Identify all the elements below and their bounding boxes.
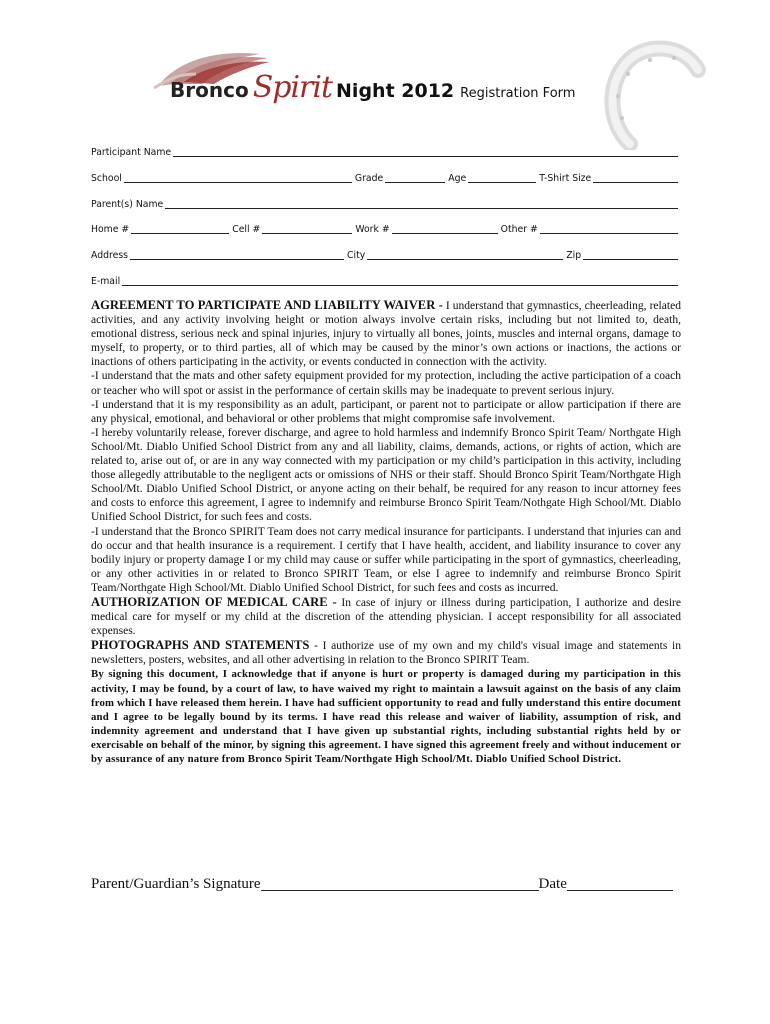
acknowledgement-paragraph: By signing this document, I acknowledge that if anyone is hurt or property is damaged during my participation in this activity, I may be found, by a court of law, to have waived my right to maintain a lawsuit against on the basis of any claim from which I have released them herein. I have had sufficient opportunity to read and fully understand this entire document and I agree to be legally bound by its terms. I have read this release and waiver of liability, assumption of risk, and indemnity agreement and understand that I have given up substantial rights, including substantial rights held by or exercisable on behalf of the minor, by signing this agreement. I have signed this agreement freely and without inducement or by assurance of any nature from Bronco Spirit Team/Northgate High School/Mt. Diablo Unified School District. (91, 668, 681, 765)
other-phone-field[interactable] (540, 224, 678, 234)
brand-bronco: Bronco (170, 78, 249, 102)
form-title (170, 70, 575, 105)
address-field[interactable] (130, 250, 344, 260)
age-label: Age (448, 172, 467, 184)
zip-field[interactable] (583, 250, 678, 260)
grade-field[interactable] (385, 173, 445, 183)
parents-name-label: Parent(s) Name (91, 198, 164, 210)
cell-phone-field[interactable] (262, 224, 352, 234)
signature-row (91, 876, 691, 893)
home-phone-field[interactable] (131, 224, 229, 234)
medical-care-heading: AUTHORIZATION OF MEDICAL CARE - (91, 594, 337, 609)
city-field[interactable] (367, 250, 563, 260)
tshirt-size-label: T-Shirt Size (539, 172, 592, 184)
work-phone-field[interactable] (392, 224, 498, 234)
email-field[interactable] (122, 276, 678, 286)
form-subtitle: Registration Form (460, 86, 576, 101)
work-phone-label: Work # (355, 224, 390, 236)
tshirt-size-field[interactable] (593, 173, 678, 183)
other-phone-label: Other # (500, 224, 538, 236)
grade-label: Grade (354, 172, 384, 184)
form-header (150, 48, 620, 108)
email-label: E-mail (91, 275, 121, 287)
medical-care-paragraph (91, 595, 681, 638)
brand-spirit: Spirit (252, 70, 333, 105)
photos-paragraph (91, 638, 681, 667)
waiver-text (91, 298, 681, 766)
home-phone-label: Home # (91, 224, 130, 236)
signature-label: Parent/Guardian’s Signature (91, 876, 261, 892)
participant-info-fields (91, 145, 681, 300)
school-row (91, 171, 681, 184)
waiver-intro-text: I understand that gymnastics, cheerleading, related activities, and any activity involving height or motion always involve certain risks, including but not limited to, death, emotional distress, serious neck and spinal injuries, injury to virtually all bones, joints, muscles and internal organs, damage to myself, to property, or to third parties, all of which may be caused by the minor’s own actions or inactions, the actions or inactions of others participating in the activity, or events conducted in connection with the activity. (91, 300, 681, 369)
parents-name-field[interactable] (165, 199, 678, 209)
medical-care-text: In case of injury or illness during participation, I authorize and desire medical care for myself or my child at the discretion of the attending physician. I accept responsibility for all associated expenses. (91, 596, 681, 638)
school-field[interactable] (124, 173, 352, 183)
date-label: Date (538, 876, 567, 892)
waiver-paragraph-equipment: -I understand that the mats and other safety equipment provided for my protection, including the active participation of a coach or teacher who will spot or assist in the performance of certain skills may be inadequate to prevent serious injury. (91, 370, 681, 397)
participant-name-field[interactable] (173, 147, 678, 157)
participant-name-row (91, 145, 681, 158)
email-row (91, 274, 681, 287)
address-row (91, 248, 681, 261)
waiver-intro-paragraph (91, 298, 681, 369)
school-label: School (91, 172, 122, 184)
city-label: City (347, 250, 366, 262)
date-field[interactable] (567, 876, 673, 891)
photos-heading: PHOTOGRAPHS AND STATEMENTS (91, 638, 310, 653)
zip-label: Zip (566, 250, 582, 262)
waiver-paragraph-release: -I hereby voluntarily release, forever discharge, and agree to hold harmless and indemnify Bronco Spirit Team/ Northgate High School/Mt. Diablo Unified School District from any and all liability, claims, demands, actions, or rights of action, which are related to, arise out of, or are in any way connected with my participation or my child’s participation in this activity, including those allegedly attributable to the negligent acts or omissions of NHS or their staff. Should Bronco Spirit Team/Northgate High School/Mt. Diablo Unified School District, or anyone acting on their behalf, be required for any reason to incur attorney fees and costs to enforce this agreement, I agree to indemnify and reimburse Bronco Spirit Team/Nothgate High School/Mt. Diablo Unified School District, for such fees and costs. (91, 426, 681, 524)
waiver-paragraph-insurance: -I understand that the Bronco SPIRIT Team does not carry medical insurance for participants. I understand that injuries can and do occur and that health insurance is a requirement. I certify that I have health, accident, and liability insurance to cover any bodily injury or property damage I or my child may cause or suffer while participating in the sport of gymnastics, cheerleading, or any other activities in or related to Bronco SPIRIT Team, or else I agree to indemnify and reimburse Bronco Spirit Team/Northgate High School/Mt. Diablo Unified School District, for such fees and costs as incurred. (91, 525, 681, 594)
signature-field[interactable] (261, 876, 539, 891)
event-title: Night 2012 (336, 80, 455, 102)
waiver-paragraph-responsibility: -I understand that it is my responsibility as an adult, participant, or parent not to participate or allow participation if there are any physical, emotional, and behavioral or other problems that might compromise safe involvement. (91, 398, 681, 425)
waiver-heading: AGREEMENT TO PARTICIPATE AND LIABILITY WAIVER - (91, 298, 443, 312)
address-label: Address (91, 250, 129, 262)
phone-row (91, 222, 681, 235)
age-field[interactable] (468, 173, 536, 183)
parents-name-row (91, 197, 681, 210)
cell-phone-label: Cell # (232, 224, 261, 236)
horseshoe-icon (600, 40, 710, 150)
photos-text: - I authorize use of my own and my child's visual image and statements in newsletters, posters, websites, and all other advertising in relation to the Bronco SPIRIT Team. (91, 640, 681, 667)
participant-name-label: Participant Name (91, 147, 172, 158)
